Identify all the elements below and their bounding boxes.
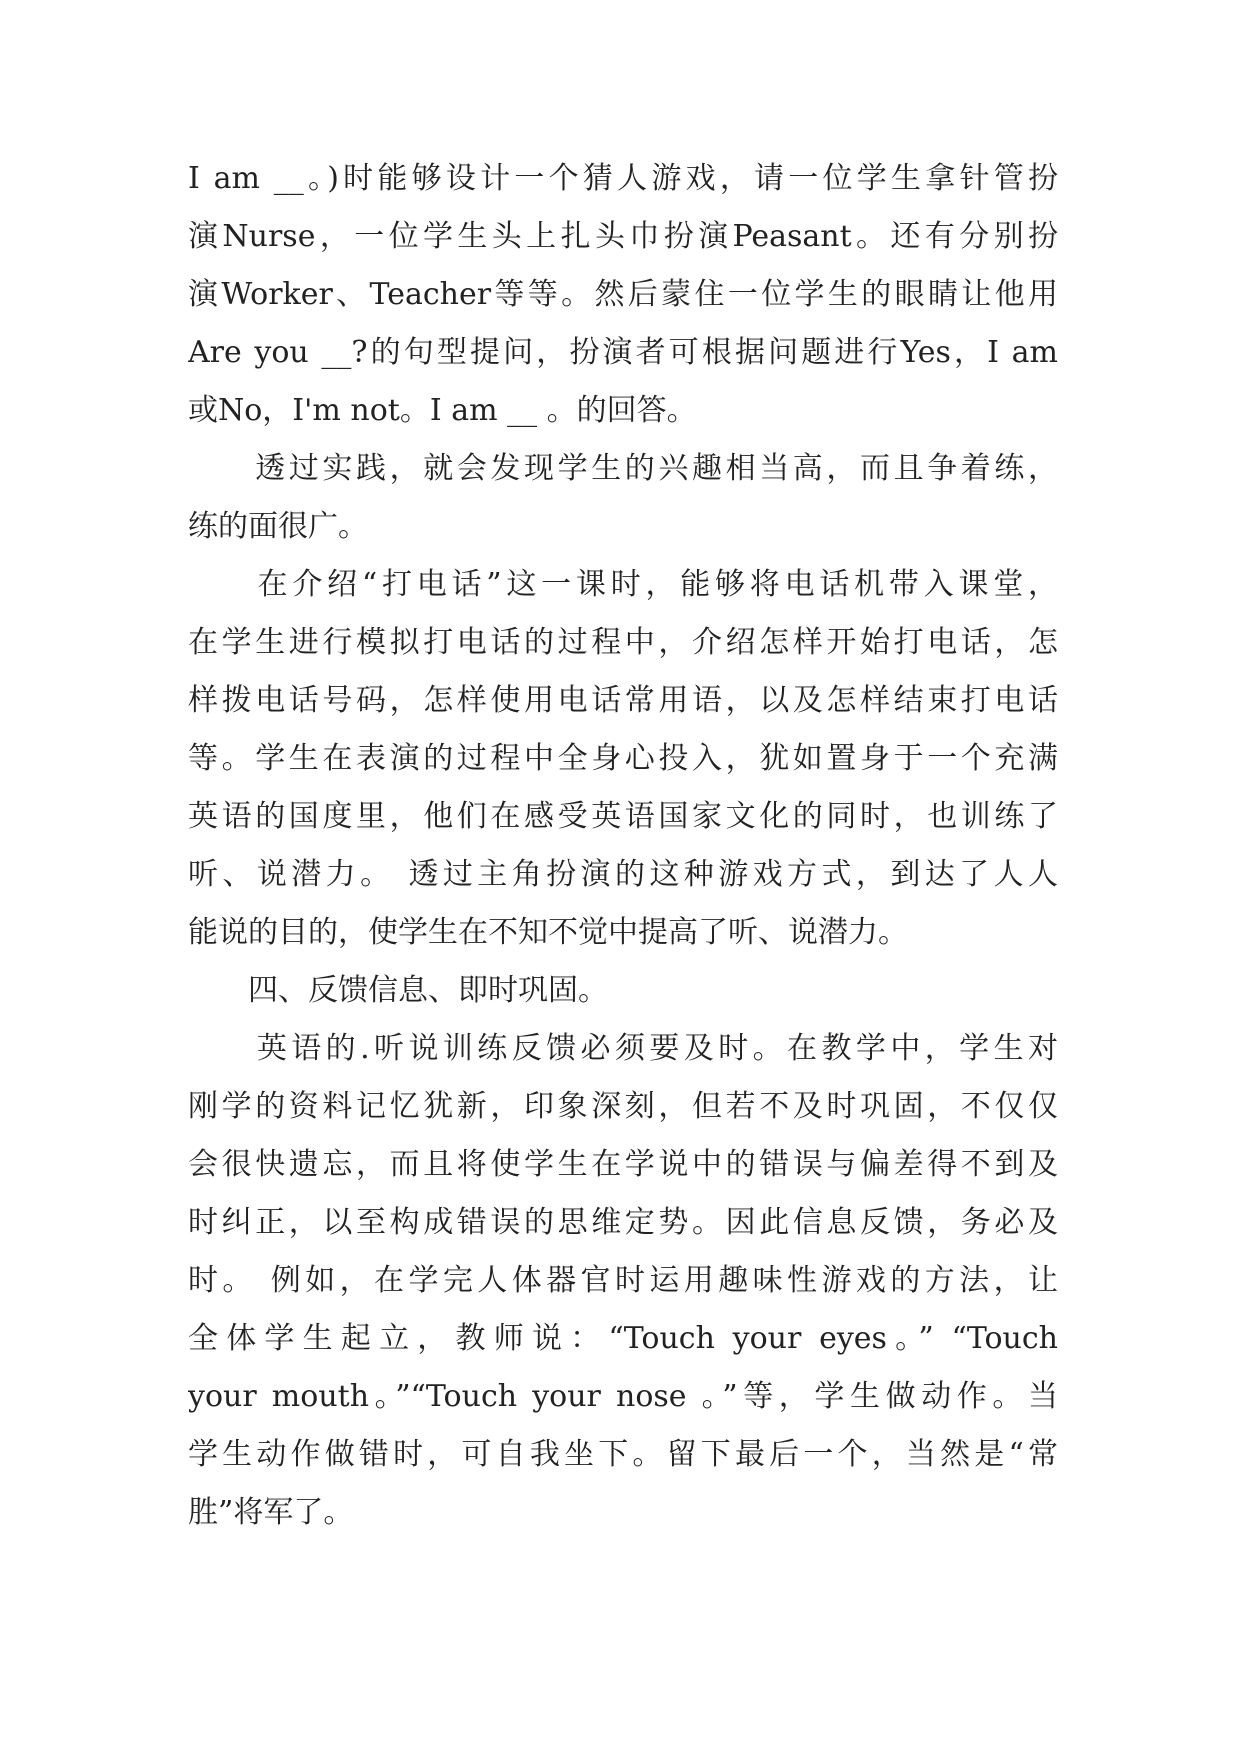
text-line: 英语的国度里，他们在感受英语国家文化的同时，也训练了 bbox=[188, 799, 1058, 834]
text-line: 胜”将军了。 bbox=[188, 1495, 354, 1530]
text-line: 透过实践，就会发现学生的兴趣相当高，而且争着练， bbox=[188, 451, 1058, 486]
text-line: 听、说潜力。 透过主角扮演的这种游戏方式，到达了人人 bbox=[188, 857, 1058, 892]
text-line: I am __。)时能够设计一个猜人游戏，请一位学生拿针管扮 bbox=[188, 161, 1058, 196]
text-line: 在学生进行模拟打电话的过程中，介绍怎样开始打电话，怎 bbox=[188, 625, 1058, 660]
text-line: 刚学的资料记忆犹新，印象深刻，但若不及时巩固，不仅仅 bbox=[188, 1089, 1058, 1124]
text-line: 全体学生起立，教师说：“Touch your eyes。” “Touch bbox=[188, 1321, 1058, 1356]
text-line: 时纠正，以至构成错误的思维定势。因此信息反馈，务必及 bbox=[188, 1205, 1058, 1240]
text-line: 在介绍“打电话”这一课时，能够将电话机带入课堂， bbox=[188, 567, 1058, 602]
text-line: 演Worker、Teacher等等。然后蒙住一位学生的眼睛让他用 bbox=[188, 277, 1058, 312]
text-line: 学生动作做错时，可自我坐下。留下最后一个，当然是“常 bbox=[188, 1437, 1058, 1472]
text-line: 练的面很广。 bbox=[188, 509, 368, 544]
text-line: 英语的.听说训练反馈必须要及时。在教学中，学生对 bbox=[188, 1031, 1058, 1066]
text-line: Are you __?的句型提问，扮演者可根据问题进行Yes，I am bbox=[188, 335, 1058, 370]
text-line: 样拨电话号码，怎样使用电话常用语，以及怎样结束打电话 bbox=[188, 683, 1058, 718]
document-page bbox=[188, 150, 1058, 1542]
text-line: 能说的目的，使学生在不知不觉中提高了听、说潜力。 bbox=[188, 915, 908, 950]
text-line: 会很快遗忘，而且将使学生在学说中的错误与偏差得不到及 bbox=[188, 1147, 1058, 1182]
text-line: 演Nurse，一位学生头上扎头巾扮演Peasant。还有分别扮 bbox=[188, 219, 1058, 254]
text-line: 或No，I'm not。I am __ 。的回答。 bbox=[188, 393, 697, 428]
text-line: 等。学生在表演的过程中全身心投入，犹如置身于一个充满 bbox=[188, 741, 1058, 776]
text-line: 时。 例如，在学完人体器官时运用趣味性游戏的方法，让 bbox=[188, 1263, 1058, 1298]
section-heading: 四、反馈信息、即时巩固。 bbox=[188, 973, 608, 1008]
text-line: your mouth。”“Touch your nose 。”等，学生做动作。当 bbox=[188, 1379, 1058, 1414]
